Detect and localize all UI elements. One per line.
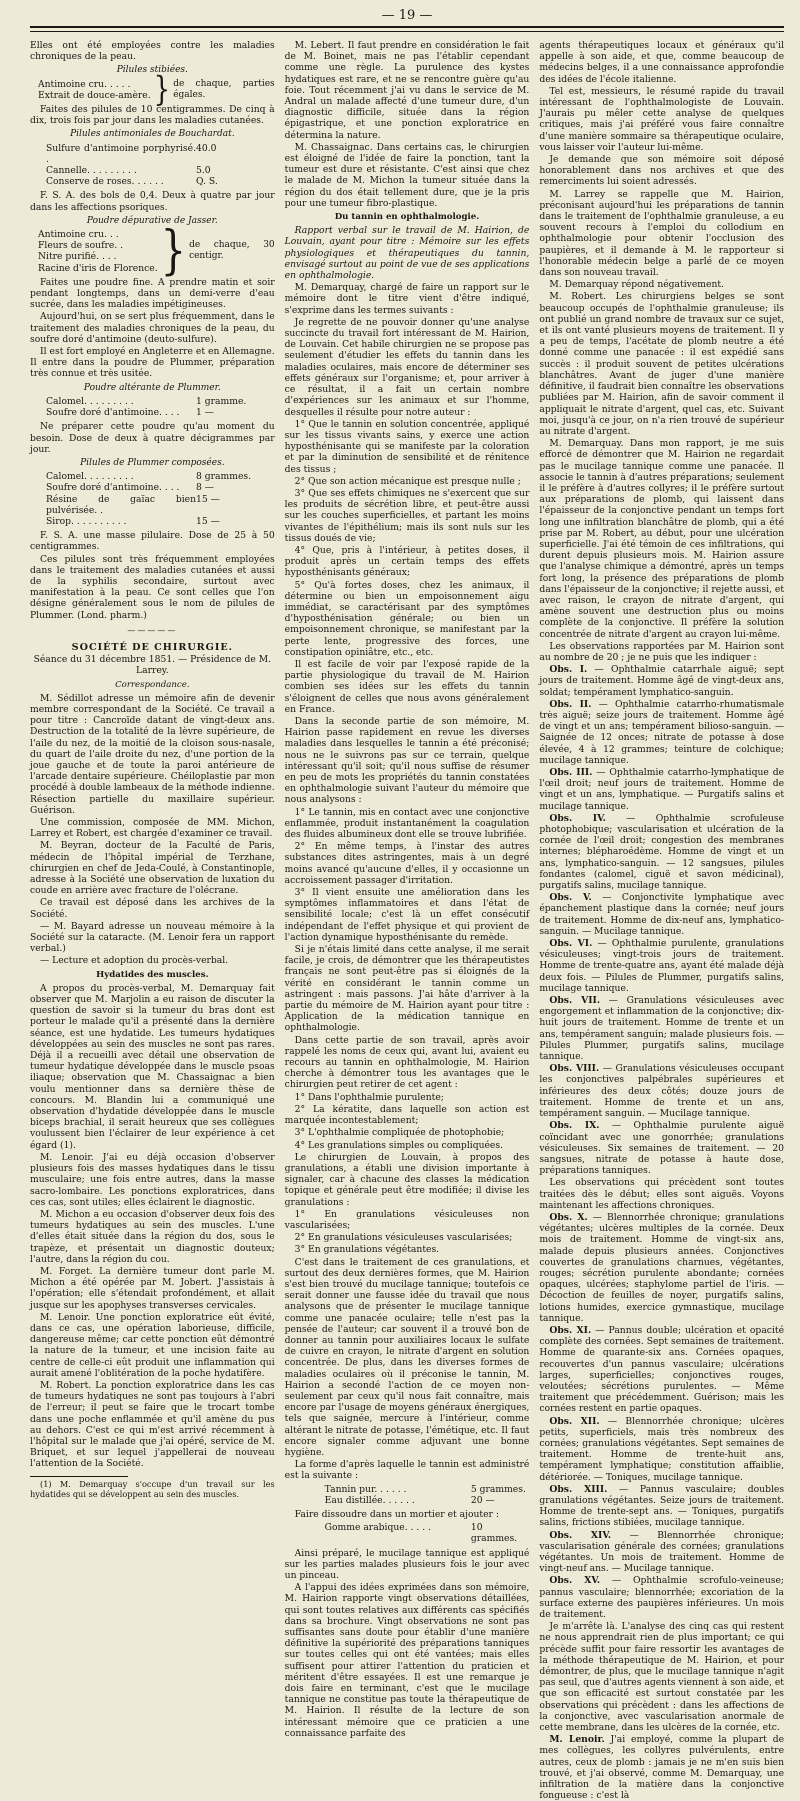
ingredient: Tannin pur. . . . . . — [324, 1483, 407, 1495]
seance-line: Séance du 31 décembre 1851. — Présidence de M. Larrey. — [33, 654, 272, 677]
observation-text: — Ophthalmie scrofuleuse photophobique; vascularisation et ulcération de la cornée de l'œil droit; congestion des membranes internes; blépharoédème. Homme de vingt et un ans, lymphatico-sanguin. — 12 sangsues, pilules fondantes (calomel, ciguë et savon médicinal), purgatifs salins, mucilage tannique. — [539, 812, 785, 892]
observation-text: J'ai employé, comme la plupart de mes collègues, les collyres pulvérulents, entre autres, ceux de plomb : jamais je ne m'en suis bien trouvé, et j'ai observé, comme M. Demarquay, une infiltration de la matière dans la conjonctive fongueuse : c'est là — [539, 1734, 785, 1801]
recipe-row — [46, 176, 275, 187]
ingredient: Sulfure d'antimoine porphyrisé. . — [46, 142, 196, 165]
quantity: 10 grammes. — [470, 1522, 518, 1545]
paragraph: M. Robert. La ponction exploratrice dans les cas de tumeurs hydatiques ne sont pas toujours à l'abri de l'erreur; il peut se faire que le trocart tombe dans une poche enflammée et qu'il amène du pus au dehors. C'est ce qui m'est arrivé récemment à l'hôpital sur le malade que j'ai opéré, service de M. Briquet, et sur lequel j'appellerai de nouveau l'attention de la Société. — [30, 1379, 275, 1470]
observation-item — [539, 1575, 784, 1620]
observation-label: Obs. V. — [549, 892, 592, 904]
paragraph: 2° En granulations vésiculeuses vascularisées; — [294, 1232, 513, 1244]
paragraph: Faire dissoudre dans un mortier et ajouter : — [294, 1509, 499, 1520]
ingredient-note: de chaque, 30 centigr. — [189, 240, 275, 262]
paragraph: M. Chassaignac. Dans certains cas, le chirurgien est éloigné de l'idée de faire la ponction, tant la tumeur est dure et résistante. C'est ainsi que chez le malade de M. Michon la tumeur située dans la région du dos était tellement dure, que je la pris pour une tumeur fibro-plastique. — [284, 141, 530, 209]
paragraph: Ce travail est déposé dans les archives de la Société. — [30, 897, 275, 920]
recipe-row — [325, 1484, 530, 1495]
paragraph: 4° Que, pris à l'intérieur, à petites doses, il produit après un certain temps des effets hyposthénisants généraux; — [284, 544, 530, 579]
ingredient-note: de chaque, parties égales. — [173, 78, 275, 100]
paragraph: La forme d'après laquelle le tannin est administré est la suivante : — [284, 1459, 530, 1482]
observation-label: Obs. VIII. — [549, 1063, 600, 1075]
paragraph: Je demande que son mémoire soit déposé honorablement dans nos archives et que des remerciments lui soient adressés. — [539, 154, 785, 188]
observation-list — [539, 664, 784, 1801]
observation-item — [539, 1416, 784, 1483]
paragraph: A l'appui des idées exprimées dans son mémoire, M. Hairion rapporte vingt observations détaillées, qui sont toutes relatives aux différents cas spécifiés dans sa brochure. Vingt observations ne sont pas suffisantes sans doute pour établir d'une manière définitive la supériorité des préparations tanniques sur toutes celles qui ont été vantées; mais elles suffisent pour attirer l'attention du praticien et méritent d'être essayées. Il est une remarque je dois faire en terminant, c'est que le mucilage tannique ne constitue pas toute la thérapeutique de M. Hairion. Il résulte de la lecture de son intéressant mémoire que ce praticien a une connaissance parfaite des — [284, 1582, 530, 1739]
recipe-title: Pilules antimoniales de Bouchardat. — [70, 129, 235, 140]
observation-item — [539, 995, 784, 1062]
paragraph: Tel est, messieurs, le résumé rapide du travail intéressant de l'ophthalmologiste de Louvain. J'aurais pu mêler cette analyse de quelques critiques, mais j'ai préféré vous faire connaître d'une manière sommaire sa thérapeutique oculaire, vous laisser voir l'auteur lui-même. — [539, 85, 785, 153]
ingredient: Antimoine cru. . . — [38, 229, 119, 241]
observation-label: Obs. VI. — [549, 938, 593, 950]
paragraph: A propos du procès-verbal, M. Demarquay fait observer que M. Marjolin a eu raison de discuter la question de savoir si la tumeur du bras dont est porteur le malade qu'il a présenté dans la dernière séance, est une hydatide. Les tumeurs hydatiques développées au sein des muscles ne sont pas rares. Déjà il a recueilli avec détail une observation de tumeur hydatique développée dans le muscle psoas iliaque; observation que M. Chassaignac a bien voulu mentionner dans sa dernière thèse de concours. M. Blandin lui a communiqué une observation d'hydatide développée dans le muscle biceps brachial, il serait heureux que ses collègues voulussent bien l'éclairer de leur expérience à cet égard (1). — [30, 982, 275, 1151]
ingredient: Eau distillée. . . . . . — [324, 1494, 415, 1506]
quantity: 1 gramme. — [196, 395, 247, 407]
subsection-title: Du tannin en ophthalmologie. — [334, 212, 480, 223]
ingredient: Racine d'iris de Florence. — [38, 262, 158, 274]
recipe-title: Poudre dépurative de Jasser. — [86, 215, 218, 226]
recipe-row — [46, 407, 275, 418]
recipe-row — [46, 482, 275, 493]
paragraph: Une commission, composée de MM. Michon, Larrey et Robert, est chargée d'examiner ce travail. — [30, 817, 275, 840]
observation-text: — Pannus double; ulcération et opacité complète des cornées. Sept semaines de traitement. Homme de quarante-six ans. Cornées opaques, recouvertes d'un pannus vasculaire; ulcérations larges, superficielles; conjonctives rouges, veloutées; sécrétions purulentes. — Même traitement que précédemment. Guérison; mais les cornées restent en partie opaques. — [539, 1324, 785, 1415]
paragraph: Il est fort employé en Angleterre et en Allemagne. Il entre dans la poudre de Plummer, préparation très connue et très usitée. — [30, 346, 275, 380]
observation-label: Obs. XIII. — [549, 1483, 608, 1495]
observation-item — [539, 1325, 784, 1415]
recipe-title: Pilules stibiées. — [116, 65, 188, 76]
paragraph: M. Lenoir. Une ponction exploratrice eût évité, dans ce cas, une opération laborieuse, difficile, dangereuse même; car cette ponction eût démontré la nature de la tumeur, et une incision faite au centre de celle-ci eût produit une inflammation qui aurait amené l'oblitération de la poche hydatifère. — [30, 1311, 275, 1379]
page-number: — 19 — — [381, 8, 433, 23]
paragraph: — Lecture et adoption du procès-verbal. — [40, 955, 229, 967]
observation-item — [539, 938, 784, 994]
recipe-table — [325, 1522, 530, 1544]
paragraph: Dans cette partie de son travail, après avoir rappelé les noms de ceux qui, avant lui, avaient eu recours au tannin en ophthalmologie, M. Hairion cherche à démontrer tous les avantages que le chirurgien peut retirer de cet agent : — [284, 1034, 530, 1091]
ingredient: Antimoine cru. . . . . — [38, 78, 131, 90]
observation-item — [539, 1530, 784, 1575]
ingredient: Cannelle. . . . . . . . . — [46, 165, 137, 177]
observation-text: — Pannus vasculaire; doubles granulations végétantes. Seize jours de traitement. Homme de trente-sept ans. — Toniques, purgatifs salins, frictions stibiées, mucilage tannique. — [539, 1483, 785, 1529]
observation-item — [539, 1120, 784, 1176]
observation-label: Obs. XI. — [549, 1324, 592, 1336]
paragraph: M. Beyran, docteur de la Faculté de Paris, médecin de l'hôpital impérial de Terzhane, chirurgien en chef de Jeda-Coulé, à Constantinople, adresse à la Société une observation de luxation du coude en arrière avec fracture de l'olécrane. — [30, 840, 275, 897]
paragraph: Faites une poudre fine. A prendre matin et soir pendant longtemps, dans un demi-verre d'eau sucrée, dans les maladies impétigineuses. — [30, 276, 275, 311]
quantity: 20 — — [470, 1494, 495, 1506]
observation-label: Obs. XIV. — [549, 1529, 612, 1541]
paragraph: M. Lebert. Il faut prendre en considération le fait de M. Boinet, mais ne pas l'établir cependant comme une règle. La purulence des kystes hydatiques est rare, et ne se rencontre guère qu'au foie. Tout récemment j'ai vu dans le service de M. Andral un malade affecté d'une tumeur dure, d'un diagnostic difficile, située dans la région épigastrique, et une ponction exploratrice en détermina la nature. — [284, 40, 530, 141]
recipe-title: Pilules de Plummer composées. — [80, 457, 225, 468]
paragraph: Si je n'étais limité dans cette analyse, il me serait facile, je crois, de démontrer que les thérapeutistes français ne sont peut-être pas si éloignés de la vérité en considérant le tannin comme un astringent : mais passons. J'ai hâte d'arriver à la partie du mémoire de M. Hairion ayant pour titre : Application de la médication tannique en ophthalmologie. — [284, 944, 530, 1034]
paragraph: M. Demarquay. Dans mon rapport, je me suis efforcé de démontrer que M. Hairion ne regardait pas le mucilage tannique comme une panacée. Il associe le tannin à d'autres préparations; seulement il le préfère à d'autres collyres; il le préfère surtout aux préparations de plomb, qui laissent dans l'épaisseur de la conjonctive pendant un temps fort long une infiltration blanchâtre de plomb, qui a été prise par M. Robert, au début, pour une ulcération superficielle. J'ai été témoin de ces infiltrations, qui durent depuis plusieurs mois. M. Hairion assure que l'analyse chimique a démontré, après un temps fort long, la présence des préparations de plomb dans l'épaisseur de la conjonctive; il rejette aussi, et avec raison, le crayon de nitrate d'argent, qui amène souvent une destruction plus ou moins complète de la conjonctive. Il préfère la solution concentrée de nitrate d'argent au crayon lui-même. — [539, 438, 785, 640]
paragraph: 4° Les granulations simples ou compliquées. — [294, 1139, 504, 1151]
recipe-row — [325, 1522, 530, 1544]
observation-text: — Ophthalmie catarrhale aiguë; sept jours de traitement. Homme âgé de vingt-deux ans, soldat; tempérament lymphatico-sanguin. — [539, 664, 785, 698]
paragraph: M. Michon a eu occasion d'observer deux fois des tumeurs hydatiques au sein des muscles. L'une d'elles était située dans la région du dos, sous le trapèze, et présentait un diagnostic douteux; l'autre, dans la région du cou. — [30, 1208, 275, 1265]
observation-item — [539, 664, 784, 698]
header-rule — [30, 26, 784, 32]
quantity: Q. S. — [196, 176, 218, 188]
paragraph: M. Sédillot adresse un mémoire afin de devenir membre correspondant de la Société. Ce travail a pour titre : Cancroïde datant de vingt-deux ans. Destruction de la totalité de la lèvre supérieure, de l'aile du nez, de la moitié de la cloison sous-nasale, du quart de l'aile droite du nez, d'une portion de la joue gauche et de toute la paroi antérieure de l'arcade dentaire supérieure. Chéiloplastie par mon procédé à double lambeaux de la méthode indienne. Résection partielle du maxillaire supérieur. Guérison. — [30, 692, 275, 816]
observation-label: Obs. IV. — [549, 812, 606, 824]
observation-text: — Blennorrhée chronique; ulcères petits, superficiels, mais très nombreux des cornées; granulations végétantes. Sept semaines de traitement. Homme de trente-huit ans, tempérament lymphatique; constitution affaiblie, détériorée. — Toniques, mucilage tannique. — [539, 1415, 785, 1483]
observation-text: — Ophthalmie catarrho-rhumatismale très aiguë; seize jours de traitement. Homme âgé de vingt et un ans; tempérament bilioso-sanguin. — Saignée de 12 onces; nitrate de potasse à dose élevée, 4 à 12 grammes; teinture de colchique; mucilage tannique. — [539, 698, 785, 766]
paragraph: 1° En granulations vésiculeuses non vascularisées; — [284, 1208, 530, 1231]
paragraph: Aujourd'hui, on se sert plus fréquemment, dans le traitement des maladies chroniques de la peau, du soufre doré d'antimoine (deuto-sulfure). — [30, 311, 275, 345]
observation-label: Obs. XII. — [549, 1415, 600, 1427]
recipe-title: Poudre altérante de Plummer. — [83, 382, 221, 393]
recipe-formula — [38, 221, 275, 282]
column-left — [30, 40, 275, 1499]
section-title: SOCIÉTÉ DE CHIRURGIE. — [71, 641, 233, 653]
paragraph: agents thérapeutiques locaux et généraux qu'il appelle à son aide, et que, comme beaucoup de médecins belges, il a une connaissance approfondie des idées de l'école italienne. — [539, 40, 785, 85]
quantity: 15 — — [196, 515, 220, 527]
paragraph: F. S. A. des bols de 0,4. Deux à quatre par jour dans les affections psoriques. — [30, 190, 275, 213]
recipe-table — [46, 471, 275, 527]
ingredient: Calomel. . . . . . . . . — [46, 395, 134, 407]
paragraph: M. Demarquay répond négativement. — [549, 279, 724, 291]
column-middle — [284, 40, 530, 1739]
observation-text: — Blennorrhée chronique; vascularisation générale des cornées; granulations végétantes. Un mois de traitement. Homme de vingt-neuf ans. — Mucilage tannique. — [539, 1529, 785, 1575]
observation-item — [539, 1063, 784, 1119]
ingredient: Sirop. . . . . . . . . . — [46, 515, 127, 527]
observation-item — [539, 767, 784, 812]
observation-text: — Ophthalmie purulente, granulations vésiculeuses; vingt-trois jours de traitement. Homme de trente-quatre ans, ayant été malade déjà deux fois. — Pilules de Plummer, purgatifs salins, mucilage tannique. — [539, 938, 785, 994]
recipe-row — [46, 165, 275, 176]
paragraph: M. Lenoir. J'ai eu déjà occasion d'observer plusieurs fois des masses hydatiques dans le tissu musculaire; une fois entre autres, dans la masse sacro-lombaire. Les ponctions exploratrices, dans ces cas, sont utiles; elles éclairent le diagnostic. — [30, 1151, 275, 1208]
ingredient: Calomel. . . . . . . . . — [46, 471, 134, 483]
paragraph: Il est facile de voir par l'exposé rapide de la partie physiologique du travail de M. Hairion combien ses idées sur les effets du tannin s'éloignent de celles que nous avons généralement en France. — [284, 658, 530, 715]
observation-label: Obs. IX. — [549, 1120, 600, 1132]
observation-text: — Ophthalmie scrofulo-veineuse; pannus vasculaire; blennorrhée; excoriation de la surface externe des paupières inférieures. Un mois de traitement. — [539, 1575, 785, 1621]
paragraph: 5° Qu'à fortes doses, chez les animaux, il détermine ou bien un empoisonnement aigu immédiat, se caractérisant par des symptômes d'hyposthénisation générale; ou bien un empoisonnement chronique, se manifestant par la perte lente, progressive des forces, une constipation opiniâtre, etc., etc. — [284, 579, 530, 658]
ingredient: Conserve de roses. . . . . . — [46, 176, 164, 188]
recipe-row — [46, 471, 275, 482]
ingredient: Soufre doré d'antimoine. . . . — [46, 407, 180, 419]
ornament-divider: ————— — [127, 625, 178, 635]
quantity: 40.0 — [196, 142, 217, 154]
observation-item — [539, 1212, 784, 1324]
observation-item — [539, 1177, 784, 1211]
paragraph: 3° L'ophthalmie compliquée de photophobie; — [294, 1127, 505, 1139]
observation-label: Obs. II. — [549, 698, 592, 710]
observation-text: — Ophthalmie catarrho-lymphatique de l'œil droit; neuf jours de traitement. Homme de vingt et un ans, lymphatique. — Purgatifs salins et mucilage tannique. — [539, 767, 785, 812]
observation-item — [539, 699, 784, 766]
ingredient: Fleurs de soufre. . — [38, 240, 124, 252]
ingredient: Extrait de douce-amère. — [38, 89, 151, 101]
paragraph: Les observations rapportées par M. Hairion sont au nombre de 20 ; je ne puis que les indiquer : — [539, 640, 785, 663]
observation-text: — Granulations vésiculeuses avec engorgement et inflammation de la conjonctive; dix-huit jours de traitement. Homme de trente et un ans, tempérament sanguin; malade plusieurs fois. — Pilules Plummer, purgatifs salins, mucilage tannique. — [539, 995, 785, 1063]
paragraph: 2° La kératite, dans laquelle son action est marquée incontestablement; — [284, 1103, 530, 1127]
paragraph: Ainsi préparé, le mucilage tannique est appliqué sur les parties malades plusieurs fois le jour avec un pinceau. — [284, 1547, 530, 1582]
quantity: 8 — — [196, 482, 214, 494]
observation-item — [539, 813, 784, 891]
subsection-title: Hydatides des muscles. — [96, 969, 209, 980]
observation-text: — Conjonctivite lymphatique avec épanchement plastique dans la cornée; neuf jours de traitement. Homme de dix-neuf ans, lymphatico-sanguin. — Mucilage tannique. — [539, 892, 785, 937]
ingredient: Nitre purifié. . . . — [38, 251, 117, 263]
paragraph: M. Robert. Les chirurgiens belges se sont beaucoup occupés de l'ophthalmie granuleuse; ils ont publié un grand nombre de travaux sur ce sujet, et ils ont vanté plusieurs moyens de traitement. Il y a peu de temps, l'acétate de plomb neutre a été donné comme une panacée : il est expédié sans succès : il produit souvent de petites ulcérations blanchâtres. Avant de juger d'une manière définitive, il faudrait bien connaître les observations publiées par M. Hairion, afin de savoir comment il appliquait le nitrate d'argent, quel cas, etc. Suivant moi, jusqu'à ce jour, on n'a rien trouvé de supérieur au nitrate d'argent. — [539, 291, 785, 437]
paragraph: M. Forget. La dernière tumeur dont parle M. Michon a été opérée par M. Jobert. J'assistais à l'opération; elle s'étendait profondément, et allait jusque sur les apophyses transverses cervicales. — [30, 1265, 275, 1311]
recipe-table — [325, 1484, 530, 1506]
paragraph: Ne préparer cette poudre qu'au moment du besoin. Dose de deux à quatre décigrammes par jour. — [30, 421, 275, 455]
recipe-table — [46, 143, 275, 188]
paragraph: 1° Que le tannin en solution concentrée, appliqué sur les tissus vivants sains, y exerce une action hyposthénisante qui se manifeste par la coloration et par la diminution de sensibilité et de rénitence des tissus ; — [284, 418, 530, 475]
observation-item — [539, 892, 784, 937]
paragraph: M. Demarquay, chargé de faire un rapport sur le mémoire dont le titre vient d'être indiqué, s'exprime dans les termes suivants : — [284, 282, 530, 316]
observation-label: Obs. III. — [549, 767, 593, 778]
recipe-row — [46, 516, 275, 527]
paragraph: Rapport verbal sur le travail de M. Hairion, de Louvain, ayant pour titre : Mémoire sur les effets physiologiques et thérapeutiques du tannin, envisagé surtout au point de vue de ses applications en ophthalmologie. — [284, 225, 530, 282]
paragraph: 1° Le tannin, mis en contact avec une conjonctive enflammée, produit instantanément la coagulation des fluides albumineux dont elle se trouve lubrifiée. — [284, 806, 530, 841]
observation-label: Obs. X. — [549, 1211, 588, 1223]
observation-text: — Granulations vésiculeuses occupant les conjonctives palpébrales supérieures et inférieures des deux côtés; douze jours de traitement. Homme de trente et un ans, tempérament sanguin. — Mucilage tannique. — [539, 1063, 785, 1120]
quantity: 5 grammes. — [470, 1483, 526, 1495]
observation-label: Obs. VII. — [549, 995, 601, 1007]
observation-label: Obs. I. — [549, 664, 588, 676]
paragraph: Dans la seconde partie de son mémoire, M. Hairion passe rapidement en revue les diverses maladies dans lesquelles le tannin a été préconisé; nous ne le suivrons pas sur ce terrain, quelque intéressant qu'il soit; qu'il nous suffise de résumer en peu de mots les propriétés du tannin constatées en ophthalmologie suivant l'auteur du mémoire que nous analysons : — [284, 715, 530, 806]
quantity: 1 — — [196, 407, 214, 419]
observation-text: Je m'arrête là. L'analyse des cinq cas qui restent ne nous apprendrait rien de plus important; ce qui précède suffit pour faire ressortir les avantages de la méthode thérapeutique de M. Hairion, et pour démontrer, de plus, que le mucilage tannique n'agit pas seul, que d'autres agents viennent à son aide, et que son efficacité est surtout constatée par les observations qui précèdent : dans les affections de la conjonctive, avec vascularisation anormale de cette membrane, dans les ulcères de la cornée, etc. — [539, 1621, 785, 1734]
quantity: 5.0 — [196, 165, 211, 177]
paragraph: M. Larrey se rappelle que M. Hairion, préconisant aujourd'hui les préparations de tannin dans le traitement de l'ophthalmie granuleuse, a eu souvent recours à l'emploi du collodium en ophthalmologie pour obtenir l'occlusion des paupières, et il demande à M. le rapporteur si l'honorable médecin belge a parlé de ce moyen dans son nouveau travail. — [539, 188, 785, 279]
paragraph: Elles ont été employées contre les maladies chroniques de la peau. — [30, 40, 275, 63]
observation-item — [539, 1621, 784, 1733]
paragraph: Ces pilules sont très fréquemment employées dans le traitement des maladies cutanées et aussi de la syphilis secondaire, surtout avec manifestation à la peau. Ce sont celles que l'on désigne généralement sous le nom de pilules de Plummer. (Lond. pharm.) — [30, 553, 275, 621]
recipe-row — [46, 494, 275, 516]
observation-item — [539, 1484, 784, 1529]
paragraph: Je regrette de ne pouvoir donner qu'une analyse succincte du travail fort intéressant de M. Hairion, de Louvain. Cet habile chirurgien ne se propose pas seulement d'étudier les effets du tannin dans les maladies oculaires, mais encore de déterminer ses effets généraux sur l'organisme; et, pour arriver à ce résultat, il a fait un certain nombre d'expériences sur les animaux et sur l'homme, desquelles il résulte pour notre auteur : — [284, 316, 530, 418]
paragraph: 3° Que ses effets chimiques ne s'exercent que sur les produits de sécrétion libre, et peut-être aussi sur les couches superficielles, et partant les moins vivantes de l'épithélium; mais ils sont nuls sur les tissus doués de vie; — [284, 487, 530, 544]
paragraph: Faites des pilules de 10 centigrammes. De cinq à dix, trois fois par jour dans les maladies cutanées. — [30, 104, 275, 127]
subsection-title: Correspondance. — [115, 679, 190, 690]
recipe-row — [325, 1495, 530, 1506]
column-right — [539, 40, 785, 1801]
observation-text: Les observations qui précèdent sont toutes traitées dès le début; elles sont aiguës. Voyons maintenant les affections chroniques. — [539, 1177, 785, 1211]
paragraph: C'est dans le traitement de ces granulations, et surtout des deux dernières formes, que M. Hairion s'est bien trouvé du mucilage tannique; toutefois ce serait donner une fausse idée du travail que nous analysons que de présenter le mucilage tannique comme une panacée oculaire; telle n'est pas la pensée de l'auteur; car souvent il a trouvé bon de donner au tannin pour auxiliaires locaux le sulfate de cuivre en crayon, le nitrate d'argent en solution concentrée. De plus, dans les diverses formes de maladies oculaires où il préconise le tannin, M. Hairion a secondé l'action de ce moyen non-seulement par ceux qu'il nous fait connaître, mais encore par l'usage de moyens généraux énergiques, tels que saignée, mercure à l'intérieur, comme altérant le nitrate de potasse, l'émétique, etc. Il faut encore signaler comme adjuvant une bonne hygiène. — [284, 1256, 530, 1458]
brace: } — [153, 70, 171, 110]
observation-text: — Blennorrhée chronique; granulations végétantes; ulcères multiples de la cornée. Deux mois de traitement. Homme de vingt-six ans, malade depuis plusieurs années. Conjonctives couvertes de granulations charnues, végétantes, rouges; sécrétion purulente abondante; cornées opaques, ulcérées; staphylome partiel de l'iris. — Décoction de feuilles de noyer, purgatifs salins, lotions humides, exercice gymnastique, mucilage tannique. — [539, 1211, 785, 1324]
ingredient: Résine de gaïac bien pulvérisée. . — [46, 493, 196, 516]
observation-label: M. Lenoir. — [549, 1734, 605, 1746]
recipe-row — [46, 143, 275, 165]
paragraph: 1° Dans l'ophthalmie purulente; — [294, 1091, 444, 1103]
recipe-row — [46, 396, 275, 407]
paragraph: 2° Que son action mécanique est presque nulle ; — [294, 475, 521, 487]
paragraph: 2° En même temps, à l'instar des autres substances dites astringentes, mais à un degré moins avancé qu'aucune d'elles, il y occasionne un accroissement passager d'irritation. — [284, 841, 530, 886]
paragraph: Le chirurgien de Louvain, à propos des granulations, a établi une division importante à signaler, car à chacune des classes la médication topique et générale peut être modifiée; il divise les granulations : — [284, 1151, 530, 1208]
ingredient: Gomme arabique. . . . . — [324, 1522, 432, 1534]
paragraph: 3° Il vient ensuite une amélioration dans les symptômes inflammatoires et dans l'état de sensibilité locale; c'est là un effet consécutif indépendant de l'effet physique et qui provient de l'action dynamique hyposthénisante du remède. — [284, 887, 530, 943]
recipe-table — [46, 396, 275, 418]
footnote-rule — [30, 1476, 128, 1477]
brace: } — [160, 221, 187, 282]
observation-label: Obs. XV. — [549, 1575, 601, 1587]
observation-item — [539, 1734, 784, 1801]
paragraph: F. S. A. une masse pilulaire. Dose de 25 à 50 centigrammes. — [30, 530, 275, 553]
columns — [30, 40, 785, 1801]
ingredient: Soufre doré d'antimoine. . . . — [46, 482, 180, 494]
paragraph: 3° En granulations végétantes. — [294, 1244, 440, 1256]
footnote: (1) M. Demarquay s'occupe d'un travail sur les hydatides qui se développent au sein des muscles. — [30, 1478, 275, 1499]
quantity: 15 — — [196, 493, 220, 505]
observation-text: — Ophthalmie purulente aiguë coïncidant avec une gonorrhée; granulations vésiculeuses. Six semaines de traitement. — 20 sangsues, nitrate de potasse à haute dose, préparations tanniques. — [539, 1120, 785, 1177]
paragraph: — M. Bayard adresse un nouveau mémoire à la Société sur la cataracte. (M. Lenoir fera un rapport verbal.) — [30, 920, 275, 955]
quantity: 8 grammes. — [196, 471, 252, 483]
